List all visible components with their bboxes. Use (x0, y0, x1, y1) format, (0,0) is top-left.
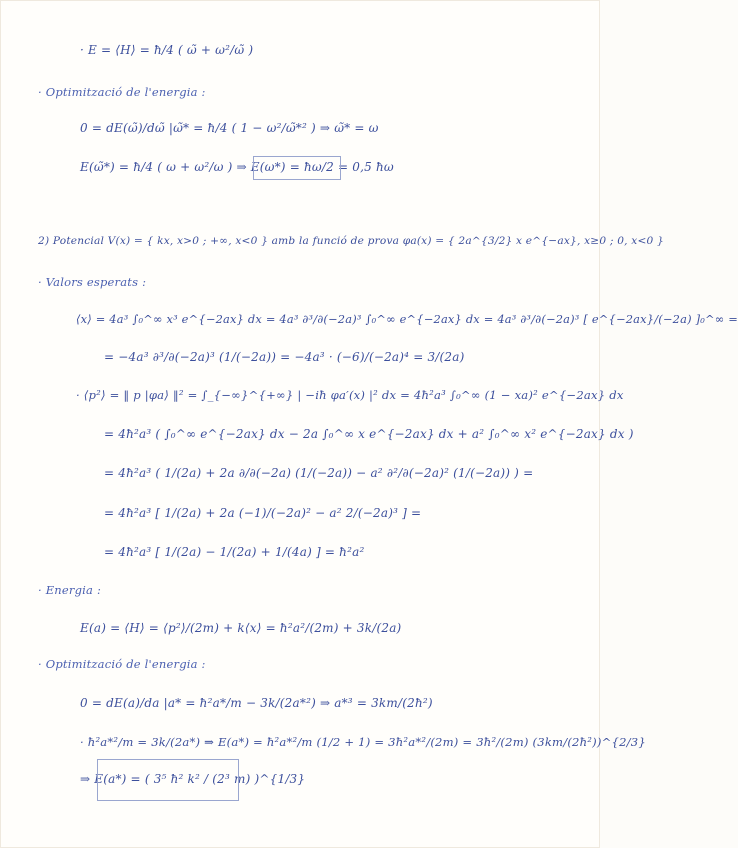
heading-expected-values: · Valors esperats : (38, 275, 147, 289)
expected-p2-line-3: = 4ħ²a³ ( 1/(2a) + 2a ∂/∂(−2a) (1/(−2a)) − a² ∂²/∂(−2a)² (1/(−2a)) ) = (104, 466, 534, 480)
derivative-condition-1: 0 = dE(ω̃)/dω̃ |ω̃* = ħ/4 ( 1 − ω²/ω̃*² ) ⇒ ω̃* = ω (80, 121, 379, 135)
derivative-condition-2: 0 = dE(a)/da |a* = ħ²a*/m − 3k/(2a*²) ⇒ a*³ = 3km/(2ħ²) (80, 696, 433, 710)
optimal-energy-2: · ħ²a*²/m = 3k/(2a*) ⇒ E(a*) = ħ²a*²/m (1/2 + 1) = 3ħ²a*²/(2m) = 3ħ²/(2m) (3km/(2ħ²))^{2/3} (80, 735, 646, 749)
result-box-2 (97, 759, 239, 801)
final-result: ⇒ E(a*) = ( 3⁵ ħ² k² / (2³ m) )^{1/3} (80, 772, 306, 786)
energy-function: E(a) = ⟨H⟩ = ⟨p²⟩/(2m) + k⟨x⟩ = ħ²a²/(2m) + 3k/(2a) (80, 621, 402, 635)
heading-optimization-1: · Optimització de l'energia : (38, 85, 206, 99)
heading-energy: · Energia : (38, 583, 102, 597)
expected-p2-line-4: = 4ħ²a³ [ 1/(2a) + 2a (−1)/(−2a)² − a² 2/(−2a)³ ] = (104, 506, 422, 520)
heading-optimization-2: · Optimització de l'energia : (38, 657, 206, 671)
expected-x-line-2: = −4a³ ∂³/∂(−2a)³ (1/(−2a)) = −4a³ · (−6)/(−2a)⁴ = 3/(2a) (104, 350, 465, 364)
expected-p2-line-1: · ⟨p²⟩ = ‖ p |φa⟩ ‖² = ∫_{−∞}^{+∞} | −iħ φa′(x) |² dx = 4ħ²a³ ∫₀^∞ (1 − xa)² e^{−2ax} dx (76, 388, 624, 402)
expected-p2-line-5: = 4ħ²a³ [ 1/(2a) − 1/(2a) + 1/(4a) ] = ħ²a² (104, 545, 365, 559)
expected-x-line-1: ⟨x⟩ = 4a³ ∫₀^∞ x³ e^{−2ax} dx = 4a³ ∂³/∂(−2a)³ ∫₀^∞ e^{−2ax} dx = 4a³ ∂³/∂(−2a)³ [ e^{−2ax}/(−2a) ]₀^∞ = (76, 312, 738, 326)
problem-2-statement: 2) Potencial V(x) = { kx, x>0 ; +∞, x<0 } amb la funció de prova φa(x) = { 2a^{3/2} x e^{−ax}, x≥0 ; 0, x<0 } (38, 235, 664, 247)
expected-p2-line-2: = 4ħ²a³ ( ∫₀^∞ e^{−2ax} dx − 2a ∫₀^∞ x e^{−2ax} dx + a² ∫₀^∞ x² e^{−2ax} dx ) (104, 427, 634, 441)
energy-expression: · E = ⟨H⟩ = ħ/4 ( ω̃ + ω²/ω̃ ) (80, 43, 254, 57)
result-box-1 (253, 156, 341, 180)
optimal-energy-1: E(ω̃*) = ħ/4 ( ω + ω²/ω ) ⇒ E(ω*) = ħω/2 = 0,5 ħω (80, 160, 394, 174)
